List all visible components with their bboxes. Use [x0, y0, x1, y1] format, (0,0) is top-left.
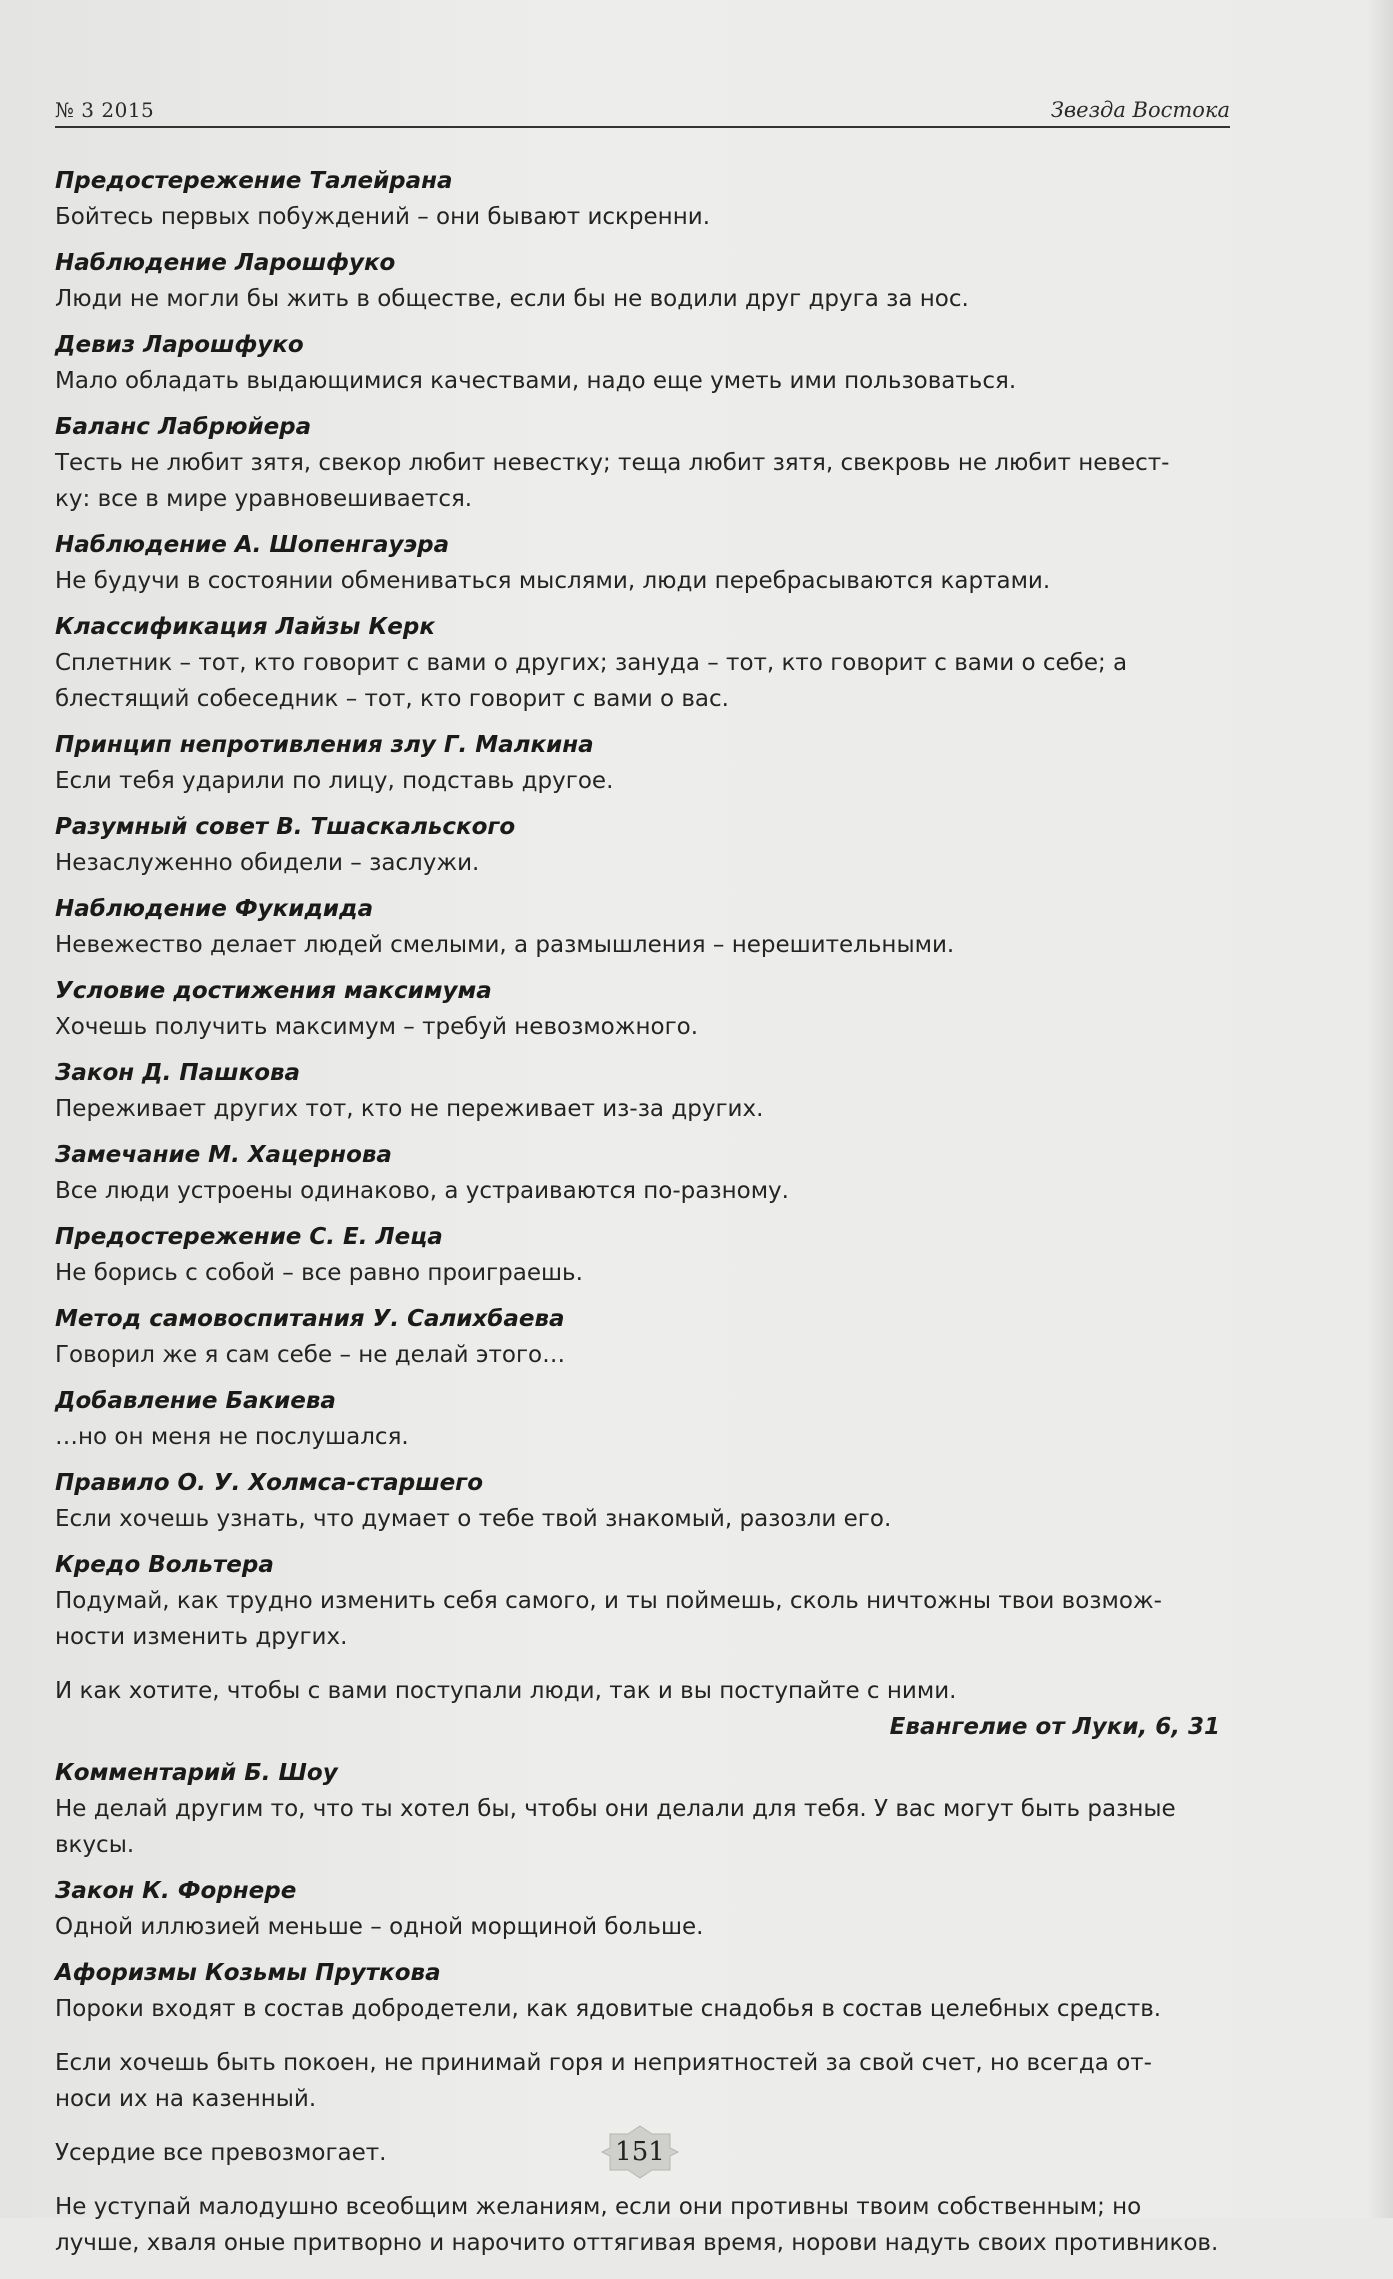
aphorism-entry [55, 327, 1235, 399]
paragraph-line: лучше, хваля оные притворно и нарочито оттягивая время, норови надуть своих противников. [55, 2230, 1219, 2256]
aphorism-paragraph [55, 1991, 1235, 2027]
issue-number: № 3 2015 [55, 98, 155, 122]
entry-text-line: ку: все в мире уравновешивается. [55, 486, 473, 512]
aphorism-entry [55, 609, 1235, 717]
paragraph-line: Пороки входят в состав добродетели, как ядовитые снадобья в состав целебных средств. [55, 1996, 1162, 2022]
aphorism-entry [55, 891, 1235, 963]
aphorism-entry [55, 409, 1235, 517]
epigraph-quote [55, 1673, 1235, 1745]
entry-text-line: Говорил же я сам себе – не делай этого… [55, 1342, 566, 1368]
entry-title: Замечание М. Хацернова [55, 1142, 392, 1168]
aphorism-entry [55, 1465, 1235, 1537]
entry-text-line: Хочешь получить максимум – требуй невозможного. [55, 1014, 699, 1040]
entry-text-line: Незаслуженно обидели – заслужи. [55, 850, 480, 876]
aphorism-entry [55, 1547, 1235, 1655]
entry-text-line: Переживает других тот, кто не переживает из-за других. [55, 1096, 764, 1122]
paragraph-line: Не уступай малодушно всеобщим желаниям, если они противны твоим собственным; но [55, 2194, 1142, 2220]
entry-text-line: Одной иллюзией меньше – одной морщиной больше. [55, 1914, 704, 1940]
entry-title: Предостережение С. Е. Леца [55, 1224, 443, 1250]
entry-text-line: Невежество делает людей смелыми, а размышления – нерешительными. [55, 932, 955, 958]
entry-title: Наблюдение Фукидида [55, 896, 374, 922]
page-number: 151 [615, 2137, 665, 2167]
aphorism-entry [55, 973, 1235, 1045]
aphorism-entry [55, 245, 1235, 317]
aphorism-entry [55, 1301, 1235, 1373]
quote-attribution: Евангелие от Луки, 6, 31 [889, 1714, 1220, 1740]
entry-title: Кредо Вольтера [55, 1552, 274, 1578]
page-number-badge [600, 2124, 680, 2180]
entry-title: Баланс Лабрюйера [55, 414, 312, 440]
entry-text-line: Если хочешь узнать, что думает о тебе твой знакомый, разозли его. [55, 1506, 892, 1532]
entry-title: Разумный совет В. Тшаскальского [55, 814, 516, 840]
entry-title: Закон К. Форнере [55, 1878, 297, 1904]
entry-text-line: Не борись с собой – все равно проиграешь. [55, 1260, 583, 1286]
entry-title: Метод самовоспитания У. Салихбаева [55, 1306, 565, 1332]
entry-title: Девиз Ларошфуко [55, 332, 304, 358]
aphorism-list [55, 163, 1235, 1655]
aphorism-list-continued [55, 1755, 1235, 1945]
quote-text: И как хотите, чтобы с вами поступали люди, так и вы поступайте с ними. [55, 1678, 957, 1704]
page-edge-shadow [1367, 0, 1393, 2218]
aphorism-paragraph [55, 2045, 1235, 2117]
aphorism-entry [55, 809, 1235, 881]
entry-title: Условие достижения максимума [55, 978, 492, 1004]
entry-text-line: вкусы. [55, 1832, 135, 1858]
article-body [55, 163, 1235, 2279]
entry-text-line: Бойтесь первых побуждений – они бывают искренни. [55, 204, 711, 230]
entry-text-line: Мало обладать выдающимися качествами, надо еще уметь ими пользоваться. [55, 368, 1017, 394]
entry-title: Наблюдение А. Шопенгауэра [55, 532, 450, 558]
aphorism-entry [55, 1383, 1235, 1455]
entry-text-line: Не будучи в состоянии обмениваться мыслями, люди перебрасываются картами. [55, 568, 1051, 594]
aphorism-paragraph [55, 2189, 1235, 2261]
entry-title: Правило О. У. Холмса-старшего [55, 1470, 484, 1496]
entry-text-line: Люди не могли бы жить в обществе, если бы не водили друг друга за нос. [55, 286, 969, 312]
entry-title: Наблюдение Ларошфуко [55, 250, 396, 276]
aphorism-entry [55, 527, 1235, 599]
paragraph-line: Усердие все превозмогает. [55, 2140, 387, 2166]
entry-title: Афоризмы Козьмы Пруткова [55, 1960, 441, 1986]
entry-title: Принцип непротивления злу Г. Малкина [55, 732, 594, 758]
entry-title: Предостережение Талейрана [55, 168, 453, 194]
aphorism-entry [55, 163, 1235, 235]
entry-title: Закон Д. Пашкова [55, 1060, 301, 1086]
entry-text-line: Подумай, как трудно изменить себя самого, и ты поймешь, сколь ничтожны твои возмож- [55, 1588, 1162, 1614]
entry-text-line: ности изменить других. [55, 1624, 348, 1650]
aphorism-entry [55, 1055, 1235, 1127]
entry-text-line: Тесть не любит зятя, свекор любит невестку; теща любит зятя, свекровь не любит невест- [55, 450, 1170, 476]
entry-text-line: Сплетник – тот, кто говорит с вами о других; зануда – тот, кто говорит с вами о себе; а [55, 650, 1128, 676]
aphorism-entry [55, 1219, 1235, 1291]
entry-text-line: …но он меня не послушался. [55, 1424, 409, 1450]
entry-text-line: Не делай другим то, что ты хотел бы, чтобы они делали для тебя. У вас могут быть разные [55, 1796, 1176, 1822]
header-rule [55, 126, 1230, 128]
entry-text-line: Все люди устроены одинаково, а устраиваются по-разному. [55, 1178, 789, 1204]
entry-title: Классификация Лайзы Керк [55, 614, 435, 640]
entry-text-line: блестящий собеседник – тот, кто говорит с вами о вас. [55, 686, 729, 712]
aphorism-entry [55, 1755, 1235, 1863]
aphorism-entry [55, 727, 1235, 799]
prutkov-section [55, 1955, 1235, 2261]
aphorism-entry [55, 1873, 1235, 1945]
running-header [55, 92, 1230, 128]
journal-title: Звезда Востока [1050, 98, 1230, 122]
entry-text-line: Если тебя ударили по лицу, подставь другое. [55, 768, 614, 794]
paragraph-line: Если хочешь быть покоен, не принимай горя и неприятностей за свой счет, но всегда от- [55, 2050, 1152, 2076]
entry-title: Добавление Бакиева [55, 1388, 336, 1414]
entry-title: Комментарий Б. Шоу [55, 1760, 338, 1786]
paragraph-line: носи их на казенный. [55, 2086, 317, 2112]
aphorism-entry [55, 1137, 1235, 1209]
